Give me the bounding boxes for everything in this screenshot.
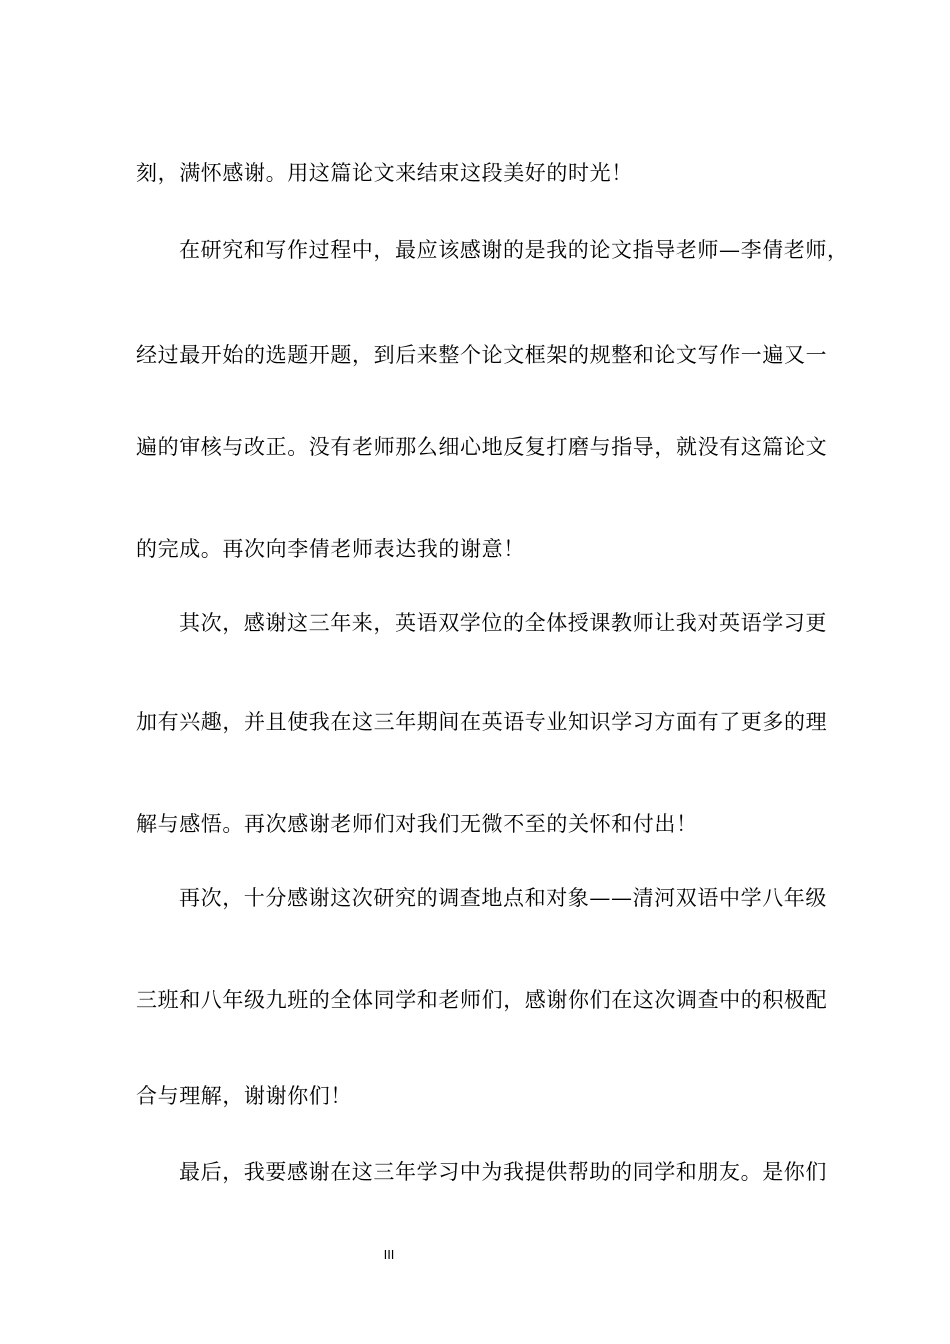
paragraph-line: 解与感悟。再次感谢老师们对我们无微不至的关怀和付出！ <box>136 812 698 836</box>
paragraph-line: 三班和八年级九班的全体同学和老师们，感谢你们在这次调查中的积极配 <box>136 988 828 1012</box>
paragraph-line: 遍的审核与改正。没有老师那么细心地反复打磨与指导，就没有这篇论文 <box>136 435 828 459</box>
paragraph-line: 刻，满怀感谢。用这篇论文来结束这段美好的时光！ <box>136 161 633 185</box>
paragraph-line: 最后，我要感谢在这三年学习中为我提供帮助的同学和朋友。是你们 <box>179 1160 827 1184</box>
paragraph-line: 再次，十分感谢这次研究的调查地点和对象——清河双语中学八年级 <box>179 886 827 910</box>
paragraph-line: 经过最开始的选题开题，到后来整个论文框架的规整和论文写作一遍又一 <box>136 343 828 367</box>
paragraph-line: 合与理解，谢谢你们！ <box>136 1084 352 1108</box>
paragraph-line: 在研究和写作过程中，最应该感谢的是我的论文指导老师—李倩老师， <box>179 238 849 262</box>
page-number: III <box>383 1247 395 1262</box>
paragraph-line: 加有兴趣，并且使我在这三年期间在英语专业知识学习方面有了更多的理 <box>136 710 828 734</box>
paragraph-line: 的完成。再次向李倩老师表达我的谢意！ <box>136 537 525 561</box>
paragraph-line: 其次，感谢这三年来，英语双学位的全体授课教师让我对英语学习更 <box>179 611 827 635</box>
